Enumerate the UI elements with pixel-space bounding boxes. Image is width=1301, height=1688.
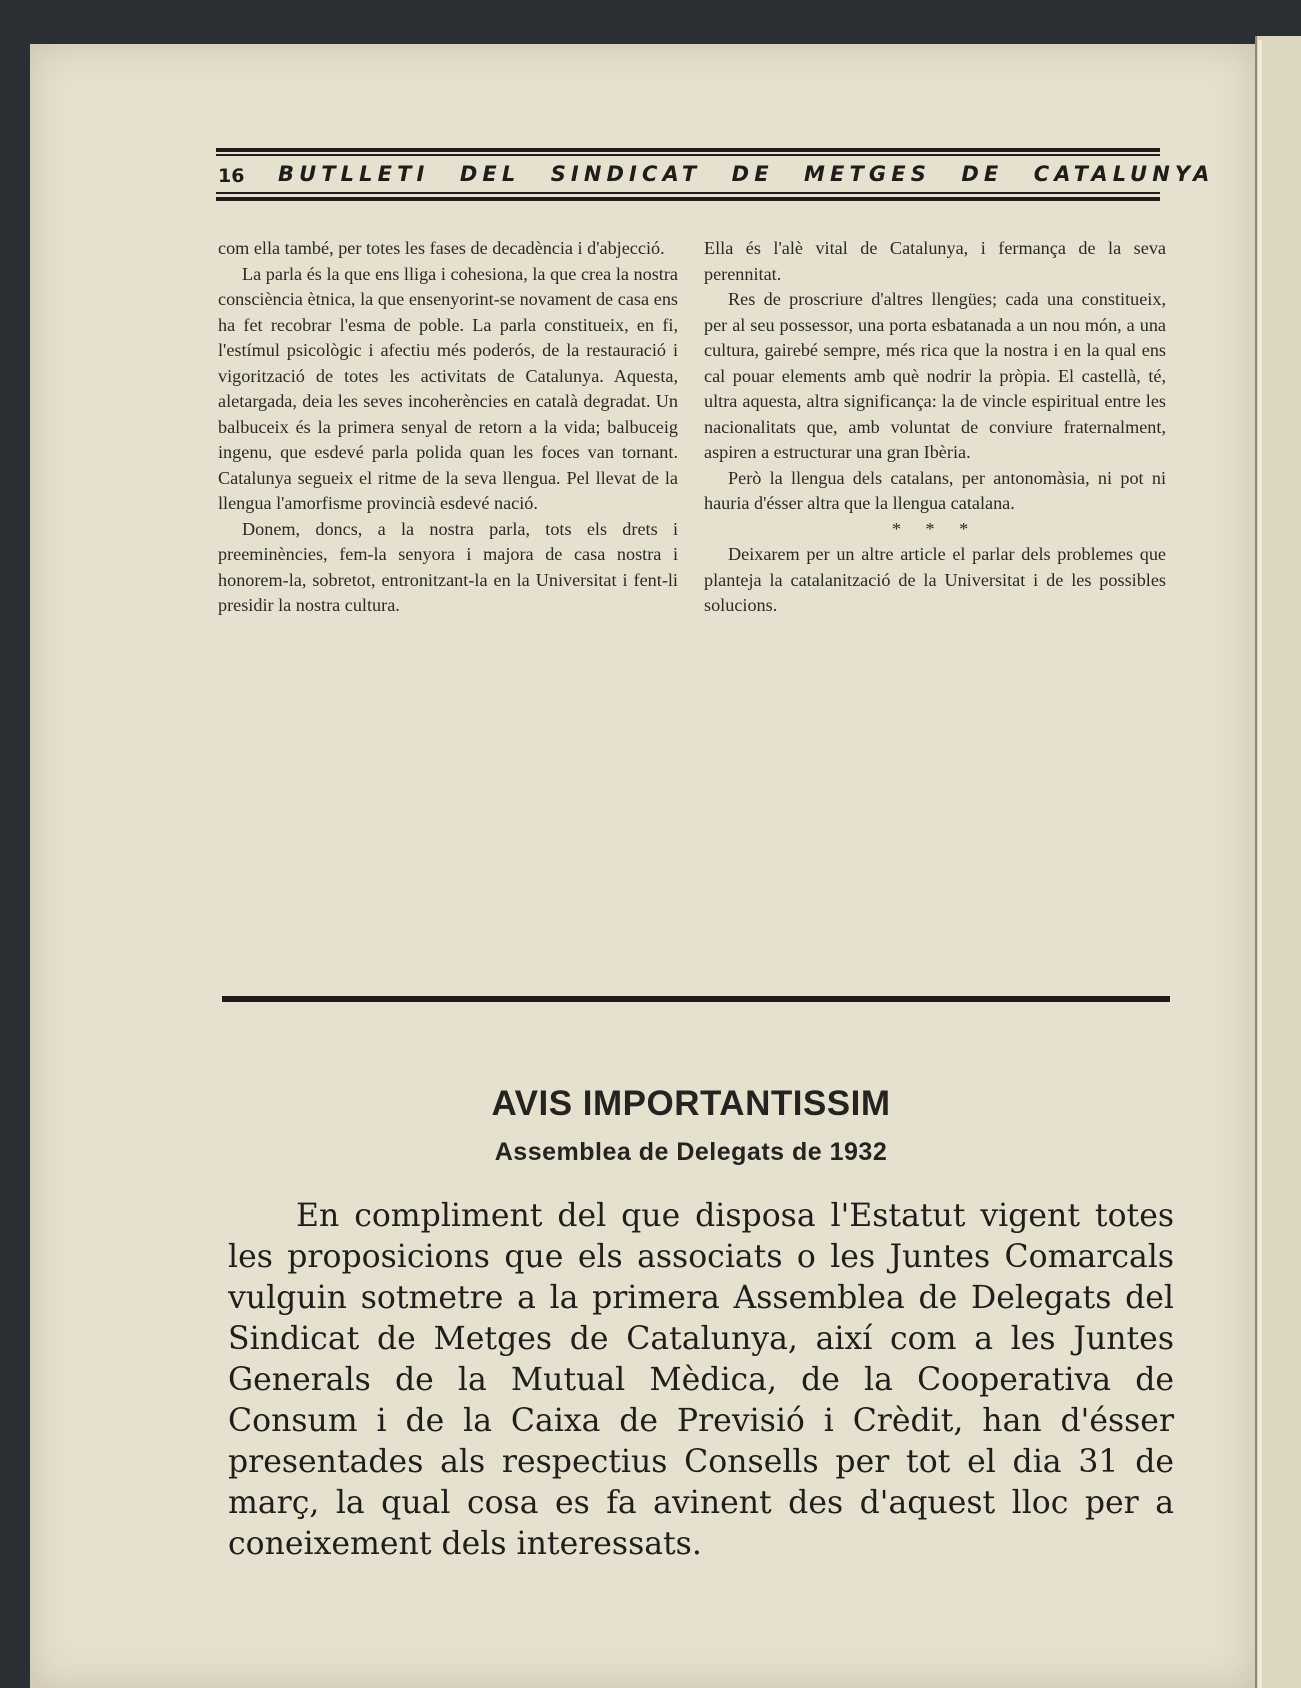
closing-paragraph: Deixarem per un altre article el parlar dels problemes que planteja la catalanització de la Universitat i de les possibles solucions.	[704, 544, 1166, 615]
right-column	[704, 236, 1166, 619]
right-paragraph-2: Res de proscriure d'altres llengües; cada una constitueix, per al seu possessor, una porta esbatanada a un nou món, a una cultura, gairebé sempre, més rica que la nostra i en la qual ens cal pouar elements amb què nodrir la pròpia. El castellà, té, ultra aquesta, altra significança: la de vincle espiritual entre les nacionalitats que, amb voluntat de conviure fraternalment, aspiren a estructurar una gran Ibèria.	[704, 289, 1166, 462]
header-bottom-thin-rule	[216, 192, 1160, 194]
notice-paragraph: En compliment del que disposa l'Estatut vigent totes les proposicions que els associats o les Juntes Comarcals vulguin sotmetre a la primera Assemblea de Delegats del Sindicat de Metges de Catalunya, així com a les Juntes Generals de la Mutual Mèdica, de la Cooperativa de Consum i de la Caixa de Previsió i Crèdit, han d'ésser presentades als respectius Consells per tot el dia 31 de març, la qual cosa es fa avinent des d'aquest lloc per a coneixement dels interessats.	[228, 1198, 1174, 1562]
section-separator: * * *	[891, 518, 979, 539]
page-number: 16	[218, 165, 245, 187]
adjacent-page-highlight	[1258, 40, 1262, 1688]
header-bottom-rule	[216, 197, 1160, 201]
right-paragraph-1: Ella és l'alè vital de Catalunya, i fermança de la seva perennitat.	[704, 238, 1166, 284]
header-top-thin-rule	[216, 154, 1160, 156]
left-paragraph-3: Donem, doncs, a la nostra parla, tots els drets i preeminències, fem-la senyora i majora de casa nostra i honorem-la, sobretot, entronitzant-la en la Universitat i fent-li presidir la nostra cultura.	[218, 518, 678, 615]
section-divider	[222, 996, 1170, 1002]
running-header	[216, 162, 1215, 190]
left-paragraph-2: La parla és la que ens lliga i cohesiona, la que crea la nostra consciència ètnica, la que ensenyorint-se novament de casa ens ha fet recobrar l'esma de poble. La parla constitueix, en fi, l'estímul psicològic i afectiu més poderós, de la restauració i vigorització de totes les activitats de Catalunya. Aquesta, aletargada, deia les seves incoherències en català degradat. Un balbuceix és la primera senyal de retorn a la vida; balbuceig ingenu, que esdevé parla polida quan les foces van tornant. Catalunya segueix el ritme de la seva llengua. Pel llevat de la llengua l'amorfisme provincià esdevé nació.	[218, 263, 678, 513]
left-paragraph-1: com ella també, per totes les fases de decadència i d'abjecció.	[218, 238, 665, 258]
journal-title: BUTLLETI DEL SINDICAT DE METGES DE CATALUNYA	[278, 162, 1215, 186]
left-column	[218, 236, 678, 619]
notice-title: AVIS IMPORTANTISSIM	[491, 1084, 891, 1123]
right-paragraph-3: Però la llengua dels catalans, per antonomàsia, ni pot ni hauria d'ésser altra que la llengua catalana.	[704, 467, 1166, 513]
notice-body	[228, 1196, 1174, 1565]
header-top-rule	[216, 148, 1160, 152]
notice-subtitle: Assemblea de Delegats de 1932	[494, 1138, 888, 1166]
